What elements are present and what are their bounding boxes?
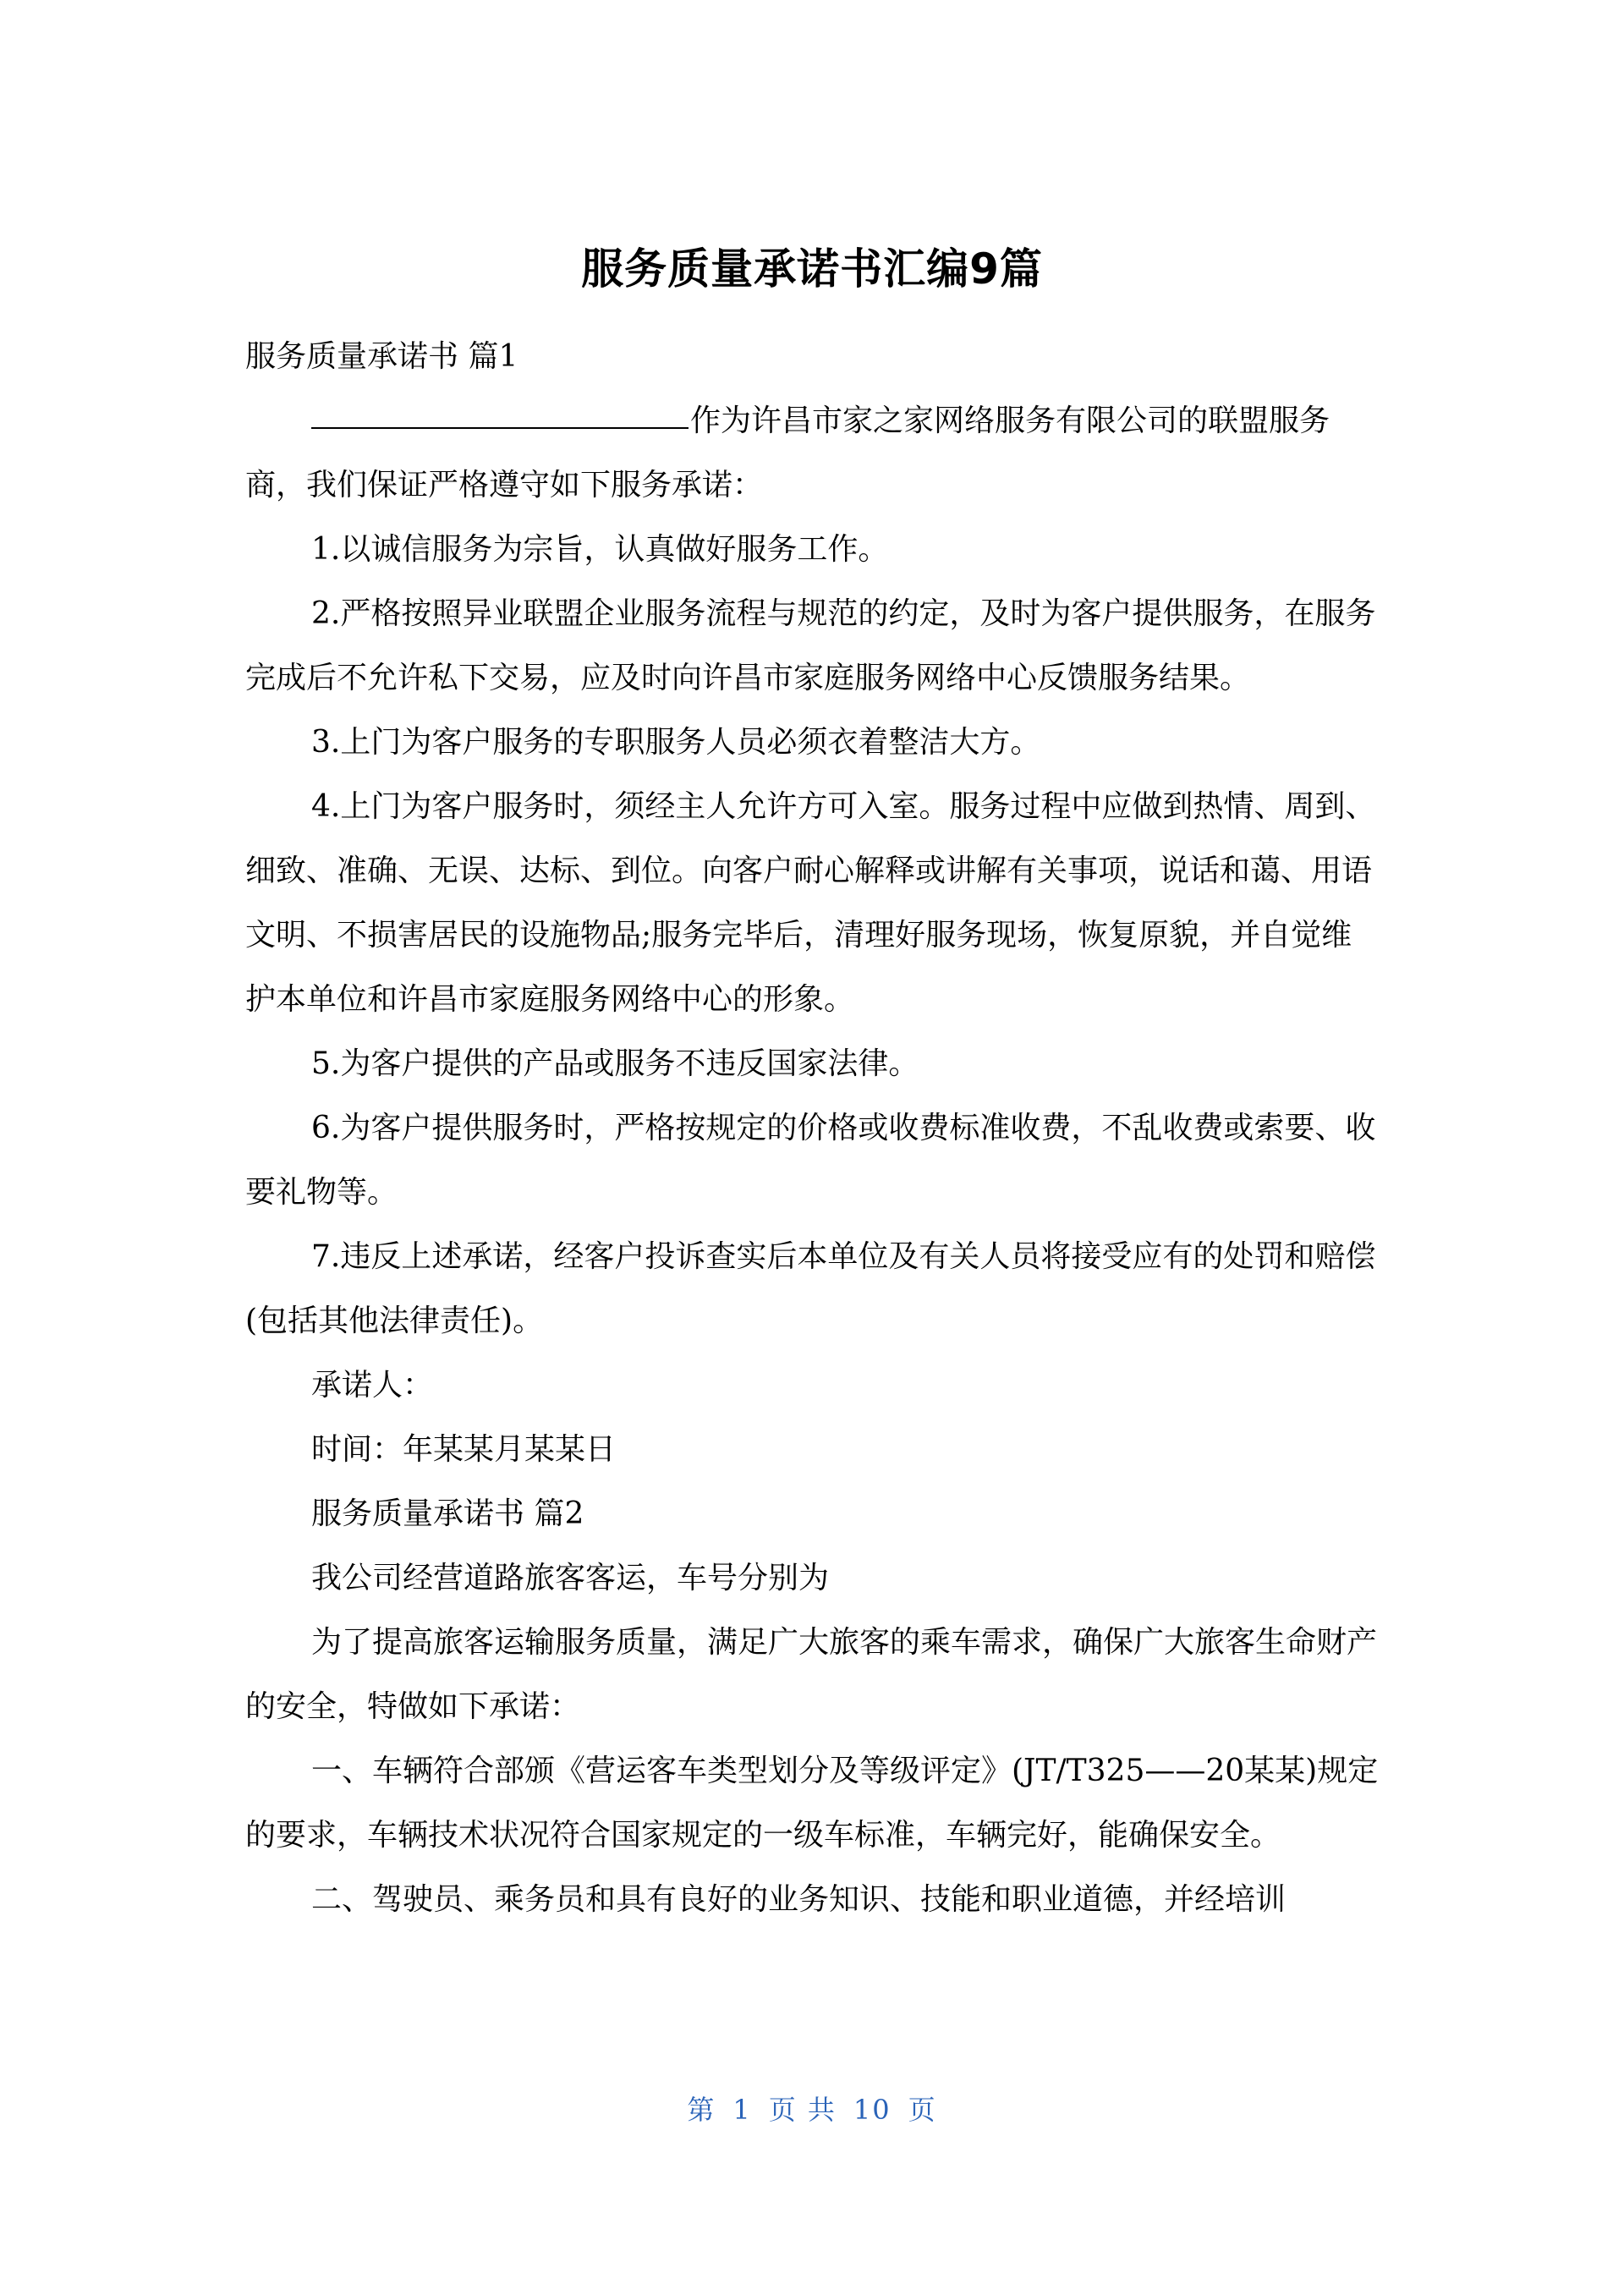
signatory-label: 承诺人： — [311, 1368, 434, 1403]
paragraph-commitment-2: 二、驾驶员、乘务员和具有良好的业务知识、技能和职业道德，并经培训 — [311, 1882, 1287, 1917]
fill-in-blank — [311, 426, 689, 429]
page-footer — [0, 2089, 1624, 2130]
footer-label-ye-gong: 页 共 — [768, 2094, 837, 2126]
footer-total-pages: 10 — [853, 2094, 892, 2126]
document-title: 服务质量承诺书汇编9篇 — [581, 244, 1043, 294]
paragraph-vehicles: 我公司经营道路旅客客运，车号分别为 — [311, 1561, 830, 1595]
section-heading-2: 服务质量承诺书 篇2 — [311, 1496, 584, 1531]
document-body — [245, 325, 1379, 1932]
paragraph-purpose: 为了提高旅客运输服务质量，满足广大旅客的乘车需求，确保广大旅客生命财产的安全，特做如下承诺： — [245, 1625, 1378, 1724]
date-line: 时间：年某某月某某日 — [311, 1432, 617, 1467]
paragraph-item-5: 5.为客户提供的产品或服务不违反国家法律。 — [311, 1046, 919, 1081]
paragraph-item-2: 2.严格按照异业联盟企业服务流程与规范的约定，及时为客户提供服务，在服务完成后不允许私下交易，应及时向许昌市家庭服务网络中心反馈服务结果。 — [245, 596, 1376, 695]
paragraph-item-1: 1.以诚信服务为宗旨，认真做好服务工作。 — [311, 532, 889, 567]
footer-label-di: 第 — [687, 2094, 716, 2126]
paragraph-commitment-1: 一、车辆符合部颁《营运客车类型划分及等级评定》(JT/T325——20某某)规定的要求，车辆技术状况符合国家规定的一级车标准，车辆完好，能确保安全。 — [245, 1754, 1379, 1853]
section-heading-1: 服务质量承诺书 篇1 — [245, 339, 518, 374]
paragraph-intro-text: 作为许昌市家之家网络服务有限公司的联盟服务商，我们保证严格遵守如下服务承诺： — [245, 404, 1330, 502]
paragraph-item-4: 4.上门为客户服务时，须经主人允许方可入室。服务过程中应做到热情、周到、细致、准确、无误、达标、到位。向客户耐心解释或讲解有关事项，说话和蔼、用语文明、不损害居民的设施物品;服务完毕后，清理好服务现场，恢复原貌，并自觉维护本单位和许昌市家庭服务网络中心的形象。 — [245, 789, 1376, 1017]
paragraph-item-3: 3.上门为客户服务的专职服务人员必须衣着整洁大方。 — [311, 725, 1041, 760]
footer-current-page: 1 — [732, 2094, 752, 2126]
footer-label-ye: 页 — [908, 2094, 937, 2126]
paragraph-item-7: 7.违反上述承诺，经客户投诉查实后本单位及有关人员将接受应有的处罚和赔偿(包括其他法律责任)。 — [245, 1239, 1376, 1338]
paragraph-item-6: 6.为客户提供服务时，严格按规定的价格或收费标准收费，不乱收费或索要、收要礼物等。 — [245, 1111, 1376, 1210]
paragraph-intro — [245, 389, 1379, 518]
